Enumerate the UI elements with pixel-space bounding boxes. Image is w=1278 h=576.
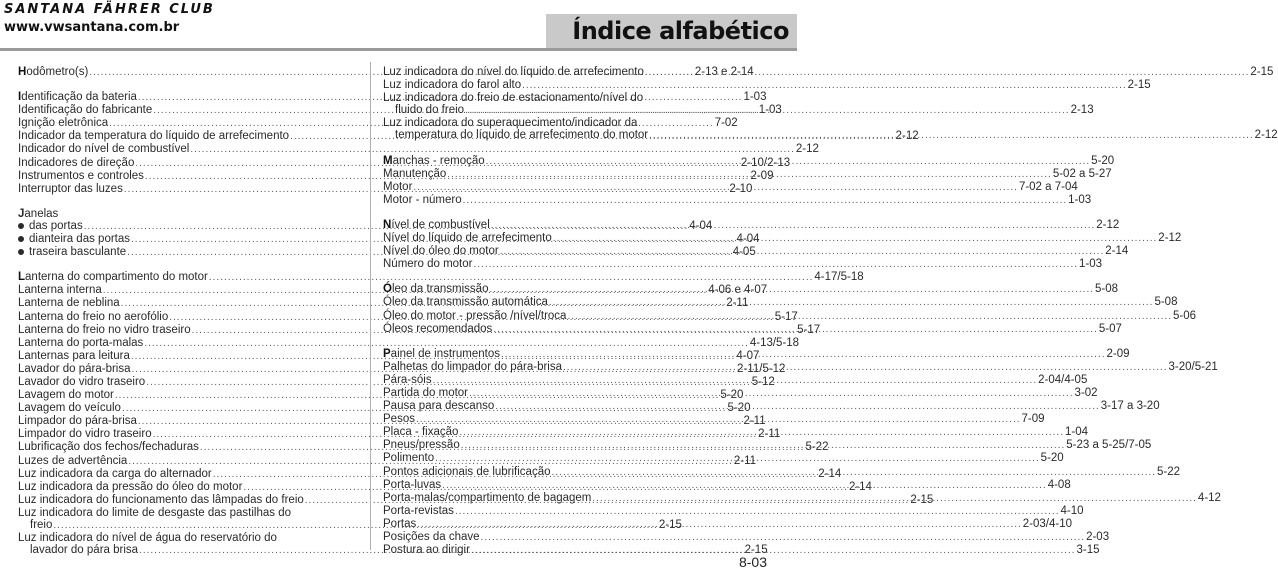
- entry-text: Postura ao dirigir: [383, 544, 470, 557]
- entry-term: [18, 389, 114, 401]
- entry-text: Luz indicadora do farol alto: [383, 79, 522, 92]
- entry-text: Luz indicadora do nível do líquido de arrefecimento: [383, 66, 644, 78]
- entry-text: Lanterna de neblina: [18, 297, 120, 310]
- entry-text: Motor: [383, 180, 413, 193]
- leader-dots: [433, 375, 1038, 387]
- entry-term: [383, 544, 470, 556]
- entry-page-ref: 2-15: [910, 493, 934, 506]
- entry-line: [18, 143, 819, 156]
- entry-text: Portas: [383, 517, 417, 530]
- entry-initial: H: [18, 66, 27, 78]
- entry-line: [383, 193, 1092, 207]
- leader-dots: [549, 297, 1154, 309]
- leader-dots: [495, 401, 1100, 413]
- entry-page-ref: 2-14: [818, 467, 842, 480]
- entry-term: [18, 170, 144, 182]
- entry-page-ref: 3-15: [1076, 544, 1100, 557]
- leader-dots: [493, 324, 1098, 336]
- entry-term: [383, 413, 415, 425]
- entry-text: Manutenção: [383, 167, 447, 180]
- entry-term: [383, 155, 485, 167]
- entry-term: [383, 361, 562, 373]
- entry-term: [30, 519, 52, 531]
- club-name: SANTANA FÄHRER CLUB: [4, 2, 215, 17]
- entry-term: [18, 415, 137, 427]
- entry-text: Indicadores de direção: [18, 156, 135, 169]
- entry-line: [18, 271, 864, 284]
- bullet-icon: [18, 223, 24, 229]
- leader-dots: [471, 545, 1076, 557]
- entry-term: [18, 143, 189, 155]
- entry-term: [18, 337, 143, 349]
- entry-text: ível de combustível: [391, 218, 490, 231]
- entry-text: Óleo do motor - pressão /nível/troca: [383, 309, 567, 322]
- entry-text: Lanterna do freio no vidro traseiro: [18, 323, 191, 336]
- entry-page-ref: 1-04: [1064, 426, 1088, 439]
- heading-rest: anelas: [24, 207, 59, 220]
- entry-initial: M: [383, 154, 393, 167]
- entry-text: Porta-luvas: [383, 478, 442, 491]
- entry-text: Lavagem do motor: [18, 389, 114, 402]
- entry-page-ref: 5-23 a 5-25/7-05: [1066, 439, 1152, 452]
- entry-page-ref: 2-15: [1250, 66, 1274, 78]
- leader-dots: [442, 480, 1047, 492]
- entry-term: [383, 466, 551, 478]
- site-url[interactable]: www.vwsantana.com.br: [4, 20, 180, 35]
- leader-dots: [416, 414, 1021, 426]
- leader-dots: [465, 105, 1070, 117]
- entry-page-ref: 4-08: [1047, 478, 1071, 491]
- entry-page-ref: 1-03: [743, 91, 767, 104]
- entry-page-ref: 5-22: [1157, 465, 1181, 478]
- entry-term: [383, 323, 492, 335]
- entry-term: [383, 181, 412, 193]
- entry-page-ref: 4-17/5-18: [814, 271, 864, 284]
- entry-text: anchas - remoção: [392, 154, 485, 167]
- entry-page-ref: 2-03/4-10: [1022, 517, 1073, 530]
- entry-page-ref: 5-22: [805, 441, 829, 454]
- entry-page-ref: 2-14: [848, 480, 872, 493]
- leader-dots: [645, 67, 1250, 79]
- entry-term: [383, 219, 490, 231]
- entry-term: [383, 452, 434, 464]
- entry-text: Lavador do vidro traseiro: [18, 375, 146, 388]
- entry-page-ref: 5-20: [1091, 154, 1115, 167]
- entry-text: Pneus/pressão: [383, 439, 460, 452]
- entry-term: [18, 532, 277, 544]
- entry-text: Indicador da temperatura do líquido de arrefecimento: [18, 130, 290, 143]
- bullet-icon: [18, 236, 24, 242]
- entry-text: Luz indicadora do funcionamento das lâmpadas do freio: [18, 493, 304, 506]
- entry-page-ref: 2-09: [750, 169, 774, 182]
- entry-text: Luz indicadora do superaquecimento/indicador da: [383, 117, 638, 130]
- entry-page-ref: 2-14: [1105, 245, 1129, 258]
- entry-term: [18, 311, 168, 323]
- entry-term: [18, 402, 121, 414]
- entry-page-ref: 4-04: [689, 219, 713, 232]
- entry-term: [383, 505, 454, 517]
- entry-term: [18, 324, 191, 336]
- entry-line: [18, 532, 354, 544]
- bullet-icon: [18, 249, 24, 255]
- index-entry: [383, 531, 1110, 544]
- entry-page-ref: 2-11: [733, 454, 757, 467]
- index-entry: [383, 258, 1103, 271]
- entry-page-ref: 2-12: [1158, 232, 1182, 245]
- leader-dots: [486, 156, 1091, 168]
- entry-term: [383, 168, 446, 180]
- entry-initial: N: [383, 218, 392, 231]
- entry-line: [383, 531, 1110, 544]
- entry-text: Lanterna do porta-malas: [18, 336, 144, 349]
- leader-dots: [463, 195, 1068, 207]
- entry-term: [18, 220, 83, 232]
- entry-page-ref: 4-10: [1060, 504, 1084, 517]
- entry-text: Nível do óleo do motor: [383, 245, 499, 258]
- entry-page-ref: 2-13: [1070, 104, 1094, 117]
- entry-page-ref: 5-06: [1172, 309, 1197, 322]
- entry-page-ref: 2-03: [1086, 531, 1110, 543]
- entry-line: [383, 129, 1278, 142]
- entry-page-ref: 2-10/2-13: [740, 156, 791, 169]
- leader-dots: [447, 169, 1052, 181]
- entry-text: dentificação da bateria: [21, 91, 137, 104]
- entry-page-ref: 2-15: [744, 544, 768, 557]
- entry-term: [18, 455, 127, 467]
- entry-term: [18, 468, 212, 480]
- index-heading: [18, 208, 354, 220]
- entry-term: [395, 104, 464, 116]
- entry-term: [18, 494, 304, 506]
- entry-term: [18, 246, 126, 258]
- entry-term: [18, 271, 208, 283]
- index-entry: [383, 504, 1084, 518]
- heading-initial: J: [18, 207, 25, 220]
- entry-page-ref: 5-07: [1098, 322, 1122, 335]
- leader-dots: [461, 440, 1066, 452]
- entry-text: Limpador do pára-brisa: [18, 415, 137, 428]
- entry-page-ref: 2-15: [658, 519, 682, 531]
- entry-page-ref: 4-13/5-18: [749, 336, 800, 349]
- entry-text: odômetro(s): [26, 66, 89, 78]
- entry-page-ref: 1-03: [758, 104, 782, 117]
- entry-term: [383, 492, 591, 504]
- leader-dots: [459, 427, 1064, 439]
- entry-term: [18, 104, 152, 116]
- entry-line: [383, 79, 1151, 92]
- entry-text: Lavagem do veículo: [18, 402, 121, 415]
- entry-text: Lavador do pára-brisa: [18, 362, 131, 375]
- entry-page-ref: 2-11: [743, 415, 766, 428]
- entry-page-ref: 5-20: [720, 389, 744, 402]
- entry-term: [383, 258, 472, 270]
- entry-term: [18, 376, 145, 388]
- entry-page-ref: 2-11/5-12: [737, 362, 786, 375]
- entry-text: freio: [30, 519, 53, 531]
- entry-term: [383, 92, 643, 104]
- entry-term: [395, 129, 648, 141]
- entry-term: [383, 117, 637, 129]
- entry-term: [18, 507, 291, 519]
- entry-term: [383, 310, 566, 322]
- entry-text: Lanternas para leitura: [18, 349, 130, 362]
- entry-page-ref: 3-17 a 3-20: [1100, 400, 1160, 413]
- entry-text: Posições da chave: [383, 531, 480, 543]
- entry-page-ref: 2-10: [729, 182, 753, 195]
- entry-initial: Ó: [383, 283, 392, 296]
- entry-text: Número do motor: [383, 258, 473, 271]
- entry-line: [383, 517, 1073, 531]
- index-entry: [383, 193, 1092, 207]
- entry-term: [383, 426, 458, 438]
- entry-text: Indicador do nível de combustível: [18, 143, 190, 156]
- entry-term: [383, 400, 494, 412]
- header-rule: [0, 48, 797, 51]
- entry-term: [18, 183, 123, 195]
- entry-term: [383, 479, 441, 491]
- entry-page-ref: 5-08: [1095, 283, 1119, 296]
- entry-page-ref: 5-12: [751, 375, 775, 388]
- entry-line: [383, 258, 1103, 271]
- entry-text: Porta-revistas: [383, 504, 454, 517]
- entry-text: Lanterna do freio no aerofólio: [18, 310, 169, 323]
- index-entry: [18, 143, 819, 156]
- title-band: [546, 14, 797, 48]
- entry-page-ref: 2-12: [1254, 129, 1278, 142]
- entry-text: Placa - fixação: [383, 426, 459, 439]
- entry-term: [383, 245, 499, 257]
- entry-text: Ignição eletrônica: [18, 117, 109, 130]
- entry-term: [18, 66, 88, 78]
- entry-text: Luz indicadora da pressão do óleo do motor: [18, 480, 243, 493]
- entry-page-ref: 3-20/5-21: [1168, 360, 1218, 373]
- entry-line: [383, 117, 716, 129]
- entry-text: Pontos adicionais de lubrificação: [383, 465, 551, 478]
- entry-text: Porta-malas/compartimento de bagagem: [383, 491, 592, 504]
- entry-term: [383, 79, 521, 91]
- entry-term: [383, 439, 460, 451]
- entry-page-ref: 2-04/4-05: [1038, 373, 1088, 386]
- entry-page-ref: 7-02 a 7-04: [1018, 180, 1078, 193]
- column-divider: [370, 62, 371, 550]
- entry-page-ref: 5-20: [1040, 452, 1064, 465]
- index-entry: [18, 336, 800, 350]
- leader-dots: [417, 519, 1022, 531]
- entry-text: Partida do motor: [383, 386, 469, 399]
- entry-term: [18, 91, 137, 103]
- index-entry: [383, 517, 1073, 531]
- entry-page-ref: 7-09: [1021, 413, 1045, 426]
- entry-text: temperatura do líquido de arrefecimento do motor: [395, 129, 649, 142]
- entry-term: [383, 296, 548, 308]
- leader-dots: [491, 220, 1096, 232]
- entry-text: Luz indicadora do limite de desgaste das pastilhas do: [18, 506, 291, 519]
- leader-dots: [567, 311, 1172, 323]
- entry-term: [18, 481, 242, 493]
- entry-text: ainel de instrumentos: [390, 347, 500, 360]
- entry-term: [383, 194, 462, 206]
- entry-text: Identificação do fabricante: [18, 104, 153, 117]
- entry-term: [18, 233, 130, 245]
- entry-text: fluido do freio: [395, 104, 465, 117]
- entry-term: [18, 363, 131, 375]
- leader-dots: [553, 233, 1158, 245]
- entry-line: [383, 92, 716, 104]
- entry-page-ref: 2-13 e 2-14: [694, 66, 754, 78]
- entry-text: Polimento: [383, 452, 435, 465]
- leader-dots: [552, 467, 1157, 479]
- entry-initial: L: [18, 271, 26, 284]
- entry-page-ref: 4-07: [736, 349, 760, 362]
- entry-text: Luz indicadora do nível de água do reservatório do: [18, 532, 277, 545]
- entry-term: [18, 441, 199, 453]
- leader-dots: [501, 349, 1106, 361]
- leader-dots: [649, 130, 1254, 142]
- entry-term: [18, 350, 130, 362]
- entry-page-ref: 5-17: [797, 323, 821, 336]
- entry-initial: I: [18, 91, 22, 104]
- entry-term: [18, 130, 289, 142]
- entry-page-ref: 5-02 a 5-27: [1052, 167, 1112, 180]
- entry-page-ref: 4-05: [732, 246, 756, 259]
- entry-text: Lubrificação dos fechos/fechaduras: [18, 441, 199, 454]
- entry-term: [383, 66, 644, 78]
- entry-line: [18, 507, 354, 519]
- entry-text: Óleo da transmissão automática: [383, 296, 548, 309]
- entry-term: [383, 374, 432, 386]
- leader-dots: [413, 182, 1018, 194]
- entry-term: [383, 387, 468, 399]
- entry-text: Limpador do vidro traseiro: [18, 428, 152, 441]
- entry-initial: P: [383, 347, 391, 360]
- entry-text: anterna do compartimento do motor: [25, 271, 208, 284]
- entry-text: Lanterna interna: [18, 284, 102, 297]
- entry-page-ref: 1-03: [1079, 258, 1103, 271]
- entry-text: Instrumentos e controles: [18, 169, 144, 182]
- entry-page-ref: 4-06 e 4-07: [708, 284, 768, 297]
- leader-dots: [563, 362, 1168, 374]
- entry-text: Pesos: [383, 413, 415, 426]
- entry-text: dianteira das portas: [29, 233, 131, 246]
- leader-dots: [469, 388, 1074, 400]
- entry-term: [18, 297, 120, 309]
- leader-dots: [435, 453, 1040, 465]
- entry-term: [18, 284, 102, 296]
- entry-text: lavador do pára brisa: [30, 544, 139, 557]
- entry-line: [383, 218, 1120, 232]
- entry-text: traseira basculante: [29, 246, 127, 259]
- entry-page-ref: 5-20: [727, 402, 751, 415]
- entry-text: das portas: [29, 219, 83, 232]
- entry-page-ref: 4-04: [736, 233, 760, 246]
- index-entry: [383, 218, 1120, 232]
- leader-dots: [455, 506, 1060, 518]
- entry-page-ref: 1-03: [1068, 193, 1092, 206]
- entry-text: Luz indicadora da carga do alternador: [18, 467, 212, 480]
- page-title: Índice alfabético: [572, 17, 789, 45]
- leader-dots: [522, 80, 1127, 92]
- entry-page-ref: 2-09: [1106, 347, 1130, 360]
- index-entry: [383, 79, 1151, 92]
- entry-text: Motor - número: [383, 193, 462, 206]
- entry-page-ref: 2-11: [726, 297, 749, 310]
- entry-line: [383, 504, 1084, 518]
- entry-term: [18, 428, 152, 440]
- index-entry: [18, 271, 864, 284]
- entry-page-ref: 7-02: [714, 117, 738, 130]
- entry-page-ref: 5-08: [1154, 296, 1178, 309]
- entry-term: [383, 283, 488, 295]
- entry-page-ref: 5-17: [774, 310, 798, 323]
- leader-dots: [592, 493, 1197, 505]
- page-number: 8-03: [738, 554, 767, 570]
- entry-page-ref: 2-15: [1127, 79, 1151, 92]
- entry-term: [18, 157, 134, 169]
- entry-text: Pára-sóis: [383, 373, 432, 386]
- entry-term: [30, 544, 138, 556]
- entry-page-ref: 2-12: [795, 143, 819, 156]
- entry-text: Luz indicadora do freio de estacionamento/nível do: [383, 92, 644, 105]
- entry-text: Interruptor das luzes: [18, 182, 123, 195]
- entry-term: [383, 232, 552, 244]
- entry-page-ref: 2-11: [758, 428, 781, 441]
- leader-dots: [473, 259, 1078, 271]
- entry-page-ref: 3-02: [1074, 386, 1098, 399]
- entry-term: [383, 348, 500, 360]
- entry-term: [383, 531, 480, 543]
- entry-text: Luzes de advertência: [18, 454, 128, 467]
- entry-term: [18, 117, 108, 129]
- entry-page-ref: 4-12: [1197, 491, 1221, 504]
- leader-dots: [500, 246, 1105, 258]
- entry-term: [383, 518, 416, 530]
- leader-dots: [481, 532, 1086, 544]
- entry-text: Nível do líquido de arrefecimento: [383, 232, 552, 245]
- entry-text: Óleos recomendados: [383, 322, 493, 335]
- entry-text: Pausa para descanso: [383, 400, 495, 413]
- leader-dots: [489, 284, 1094, 296]
- entry-text: Palhetas do limpador do pára-brisa: [383, 360, 562, 373]
- entry-text: leo da transmissão: [391, 283, 489, 296]
- entry-line: [18, 336, 800, 350]
- entry-page-ref: 2-12: [1096, 218, 1120, 231]
- entry-page-ref: 2-12: [895, 130, 919, 143]
